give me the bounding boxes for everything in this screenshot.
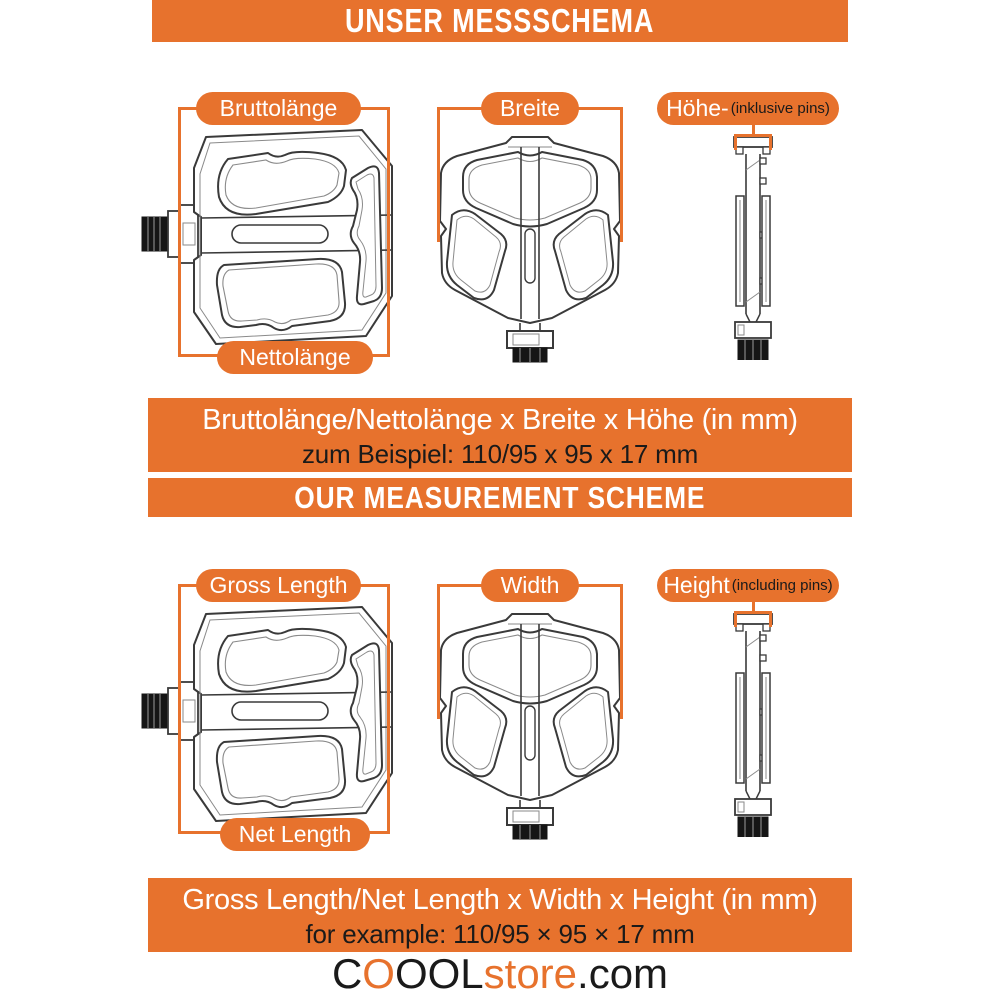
logo-letter-c: C [331, 950, 363, 997]
example-de-text: zum Beispiel: 110/95 x 95 x 17 mm [301, 439, 699, 469]
gross-length-en-text: Gross Length [209, 572, 348, 598]
width-de-text: Breite [499, 95, 561, 121]
formula-en-text: Gross Length/Net Length x Width x Height (in mm) [182, 884, 818, 916]
label-pill-gross-length-en [196, 569, 361, 602]
height-connector-line-de [752, 125, 755, 134]
gross-length-de-text: Bruttolänge [219, 95, 338, 121]
formula-de-text: Bruttolänge/Nettolänge x Breite x Höhe (in mm) [202, 404, 798, 436]
logo-domain-com: .com [577, 950, 669, 997]
width-en-text: Width [500, 572, 560, 598]
height-en-note: (including pins) [731, 577, 833, 594]
pedal-side-view-illustration-de [727, 134, 779, 360]
label-pill-width-de [481, 92, 579, 125]
logo-word-store: store [483, 950, 578, 997]
measurement-bracket-height-de [734, 134, 772, 150]
measurement-bracket-width-de [437, 107, 623, 242]
height-de-note: (inklusive pins) [730, 100, 830, 117]
banner-formula-en [148, 878, 852, 952]
measurement-bracket-length-en [178, 584, 390, 834]
height-connector-line-en [752, 602, 755, 611]
height-en-text: Height [663, 572, 730, 598]
banner-formula-de [148, 398, 852, 472]
measurement-bracket-height-en [734, 611, 772, 627]
label-pill-net-length-en [220, 818, 370, 851]
label-pill-net-length-de [217, 341, 373, 374]
net-length-de-text: Nettolänge [239, 344, 351, 370]
banner-title-de [152, 0, 848, 42]
banner-title-en [148, 478, 852, 517]
label-pill-width-en [481, 569, 579, 602]
label-pill-height-en [657, 569, 839, 602]
net-length-en-text: Net Length [238, 821, 352, 847]
label-pill-gross-length-de [196, 92, 361, 125]
height-de-text: Höhe- [666, 95, 729, 121]
logo-letter-o-accent: O [362, 950, 395, 997]
measurement-bracket-length-de [178, 107, 390, 357]
measurement-bracket-width-en [437, 584, 623, 719]
logo-coool-store [0, 950, 1000, 1000]
label-pill-height-de [657, 92, 839, 125]
pedal-side-view-illustration-en [727, 611, 779, 837]
logo-letters-ool: OOL [394, 950, 484, 997]
title-en-text: OUR MEASUREMENT SCHEME [294, 479, 706, 515]
title-de-text: UNSER MESSSCHEMA [345, 2, 655, 39]
example-en-text: for example: 110/95 × 95 × 17 mm [305, 919, 695, 949]
